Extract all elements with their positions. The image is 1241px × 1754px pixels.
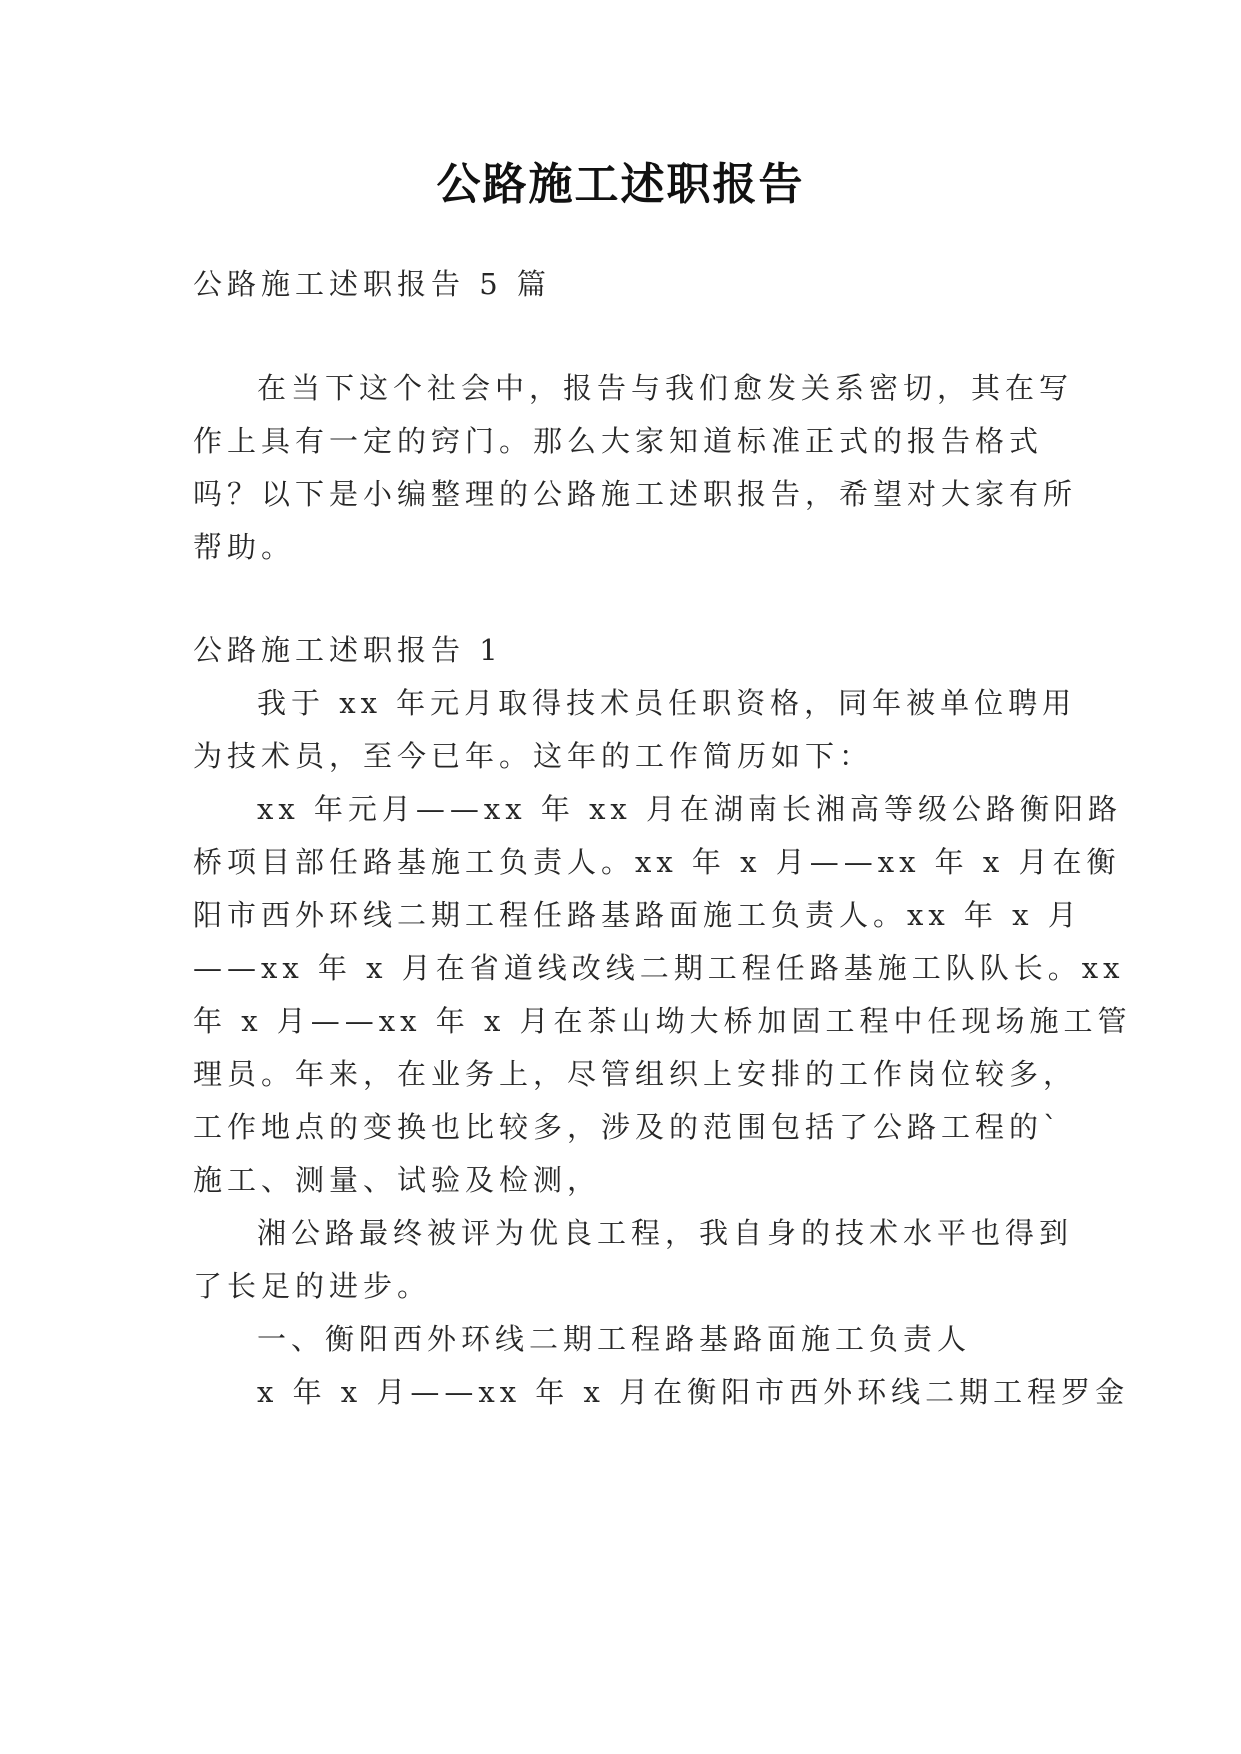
intro-paragraph-line: 帮助。 xyxy=(193,530,296,564)
section-heading: 公路施工述职报告 1 xyxy=(193,633,503,667)
intro-paragraph-line: 在当下这个社会中，报告与我们愈发关系密切，其在写 xyxy=(257,371,1074,405)
body-paragraph-line: 理员。年来，在业务上，尽管组织上安排的工作岗位较多， xyxy=(193,1057,1078,1091)
body-paragraph-line: 年 x 月——xx 年 x 月在茶山坳大桥加固工程中任现场施工管 xyxy=(193,1004,1132,1038)
document-title: 公路施工述职报告 xyxy=(436,159,805,210)
body-paragraph-line: 了长足的进步。 xyxy=(193,1269,432,1303)
body-paragraph-line: 我于 xx 年元月取得技术员任职资格，同年被单位聘用 xyxy=(257,686,1077,720)
body-paragraph-line: x 年 x 月——xx 年 x 月在衡阳市西外环线二期工程罗金 xyxy=(257,1375,1130,1409)
body-paragraph-line: ——xx 年 x 月在省道线改线二期工程任路基施工队队长。xx xyxy=(193,951,1125,985)
intro-paragraph-line: 作上具有一定的窍门。那么大家知道标准正式的报告格式 xyxy=(193,424,1044,458)
body-paragraph-line: 湘公路最终被评为优良工程，我自身的技术水平也得到 xyxy=(257,1216,1074,1250)
intro-paragraph-line: 吗？以下是小编整理的公路施工述职报告，希望对大家有所 xyxy=(193,477,1078,511)
body-paragraph-line: 阳市西外环线二期工程任路基路面施工负责人。xx 年 x 月 xyxy=(193,898,1082,932)
body-paragraph-line: 桥项目部任路基施工负责人。xx 年 x 月——xx 年 x 月在衡 xyxy=(193,845,1121,879)
body-paragraph-line: 施工、测量、试验及检测， xyxy=(193,1163,602,1197)
subsection-heading: 一、衡阳西外环线二期工程路基路面施工负责人 xyxy=(257,1322,972,1356)
subtitle-line: 公路施工述职报告 5 篇 xyxy=(193,267,551,301)
body-paragraph-line: xx 年元月——xx 年 xx 月在湖南长湘高等级公路衡阳路 xyxy=(257,792,1123,826)
body-paragraph-line: 工作地点的变换也比较多，涉及的范围包括了公路工程的` xyxy=(193,1110,1063,1144)
body-paragraph-line: 为技术员，至今已年。这年的工作简历如下： xyxy=(193,739,874,773)
